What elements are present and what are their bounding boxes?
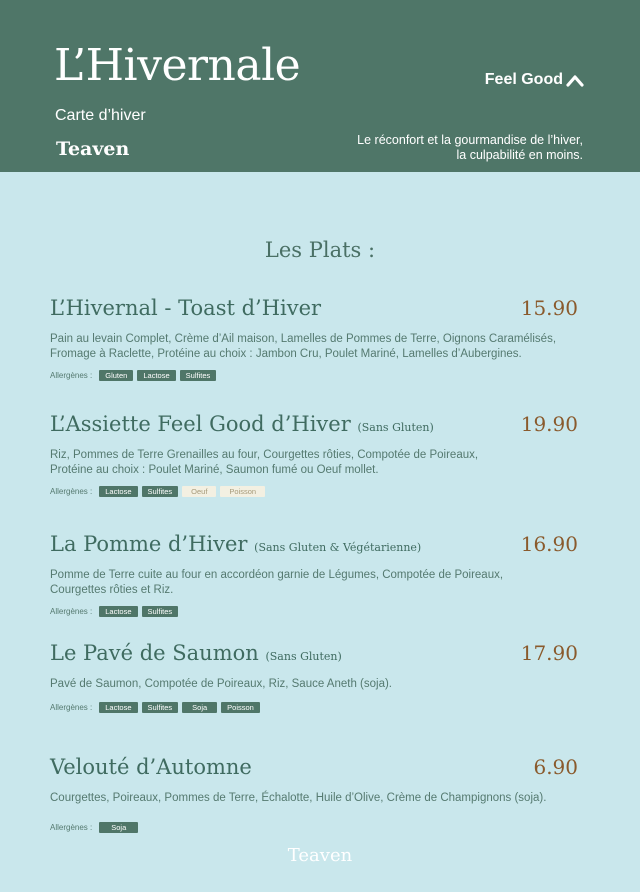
feel-good-label xyxy=(485,71,584,89)
allergen-tag: Lactose xyxy=(99,702,137,713)
allergen-tag: Soja xyxy=(182,702,217,713)
allergens-label: Allergènes : xyxy=(50,703,93,712)
dish-price: 17.90 xyxy=(520,641,578,665)
dish-description-line: Courgettes, Poireaux, Pommes de Terre, Échalotte, Huile d’Olive, Crème de Champignons (soja). xyxy=(50,792,547,804)
allergen-tag-optional: Poisson xyxy=(220,486,265,497)
chevron-up-icon xyxy=(566,73,584,87)
dish-description-line: Courgettes rôties et Riz. xyxy=(50,584,174,596)
dish-description-line: Riz, Pommes de Terre Grenailles au four, Courgettes rôties, Compotée de Poireaux, xyxy=(50,449,479,461)
allergen-tag: Sulfites xyxy=(142,702,179,713)
allergen-tag: Sulfites xyxy=(180,370,217,381)
allergen-tag-optional: Oeuf xyxy=(182,486,216,497)
dish-description xyxy=(50,448,590,478)
dish-description xyxy=(50,677,590,692)
dish-price: 16.90 xyxy=(520,532,578,556)
dish-price: 6.90 xyxy=(533,755,578,779)
dish-name xyxy=(50,755,590,779)
menu-title: L’Hivernale xyxy=(54,40,301,91)
allergens-label: Allergènes : xyxy=(50,371,93,380)
dish-description-line: Pavé de Saumon, Compotée de Poireaux, Riz, Sauce Aneth (soja). xyxy=(50,678,393,690)
menu-header xyxy=(0,0,640,172)
dish-name-text: Velouté d’Automne xyxy=(50,755,252,779)
dish-price: 15.90 xyxy=(520,296,578,320)
allergen-tag: Poisson xyxy=(221,702,260,713)
dish-veloute-automne xyxy=(50,755,590,833)
dish-name-text: L’Hivernal - Toast d’Hiver xyxy=(50,296,322,320)
dish-description-line: Pomme de Terre cuite au four en accordéon garnie de Légumes, Compotée de Poireaux, xyxy=(50,569,504,581)
dish-note: (Sans Gluten) xyxy=(265,650,342,663)
dish-toast-hiver xyxy=(50,296,590,381)
dish-description xyxy=(50,791,590,806)
dish-name xyxy=(50,296,590,320)
allergen-tag: Sulfites xyxy=(142,606,179,617)
dish-pave-saumon xyxy=(50,641,590,713)
menu-subtitle: Carte d’hiver xyxy=(55,107,146,124)
tagline-line-1: Le réconfort et la gourmandise de l’hiver, xyxy=(357,133,583,147)
allergens-label: Allergènes : xyxy=(50,823,93,832)
dish-description-line: Protéine au choix : Poulet Mariné, Saumon fumé ou Oeuf mollet. xyxy=(50,464,379,476)
allergen-tag: Sulfites xyxy=(142,486,179,497)
allergen-list xyxy=(50,702,590,713)
allergen-tag: Lactose xyxy=(99,606,137,617)
allergens-label: Allergènes : xyxy=(50,607,93,616)
dish-name xyxy=(50,412,590,436)
dish-name-text: Le Pavé de Saumon xyxy=(50,641,259,665)
dish-note: (Sans Gluten) xyxy=(357,421,434,434)
dish-pomme-hiver xyxy=(50,532,590,617)
allergen-tag: Gluten xyxy=(99,370,133,381)
allergens-label: Allergènes : xyxy=(50,487,93,496)
tagline xyxy=(357,133,583,163)
dish-price: 19.90 xyxy=(520,412,578,436)
dish-name xyxy=(50,532,590,556)
allergen-tag: Soja xyxy=(99,822,138,833)
tagline-line-2: la culpabilité en moins. xyxy=(456,148,583,162)
allergen-tag: Lactose xyxy=(99,486,137,497)
dish-description xyxy=(50,332,590,362)
dish-description-line: Pain au levain Complet, Crème d’Ail maison, Lamelles de Pommes de Terre, Oignons Caramélisés, xyxy=(50,333,557,345)
footer-brand: Teaven xyxy=(287,845,353,866)
dish-name-text: L’Assiette Feel Good d’Hiver xyxy=(50,412,351,436)
allergen-list xyxy=(50,370,590,381)
brand-name: Teaven xyxy=(56,138,130,160)
dish-description-line: Fromage à Raclette, Protéine au choix : Jambon Cru, Poulet Mariné, Lamelles d’Aubergines. xyxy=(50,348,522,360)
dish-assiette-feel-good xyxy=(50,412,590,497)
feel-good-text: Feel Good xyxy=(484,71,563,88)
allergen-tag: Lactose xyxy=(137,370,175,381)
dish-description xyxy=(50,568,590,598)
allergen-list xyxy=(50,486,590,497)
allergen-list xyxy=(50,822,590,833)
section-title: Les Plats : xyxy=(264,238,376,262)
dish-note: (Sans Gluten & Végétarienne) xyxy=(254,541,422,554)
allergen-list xyxy=(50,606,590,617)
dish-name-text: La Pomme d’Hiver xyxy=(50,532,248,556)
dish-name xyxy=(50,641,590,665)
